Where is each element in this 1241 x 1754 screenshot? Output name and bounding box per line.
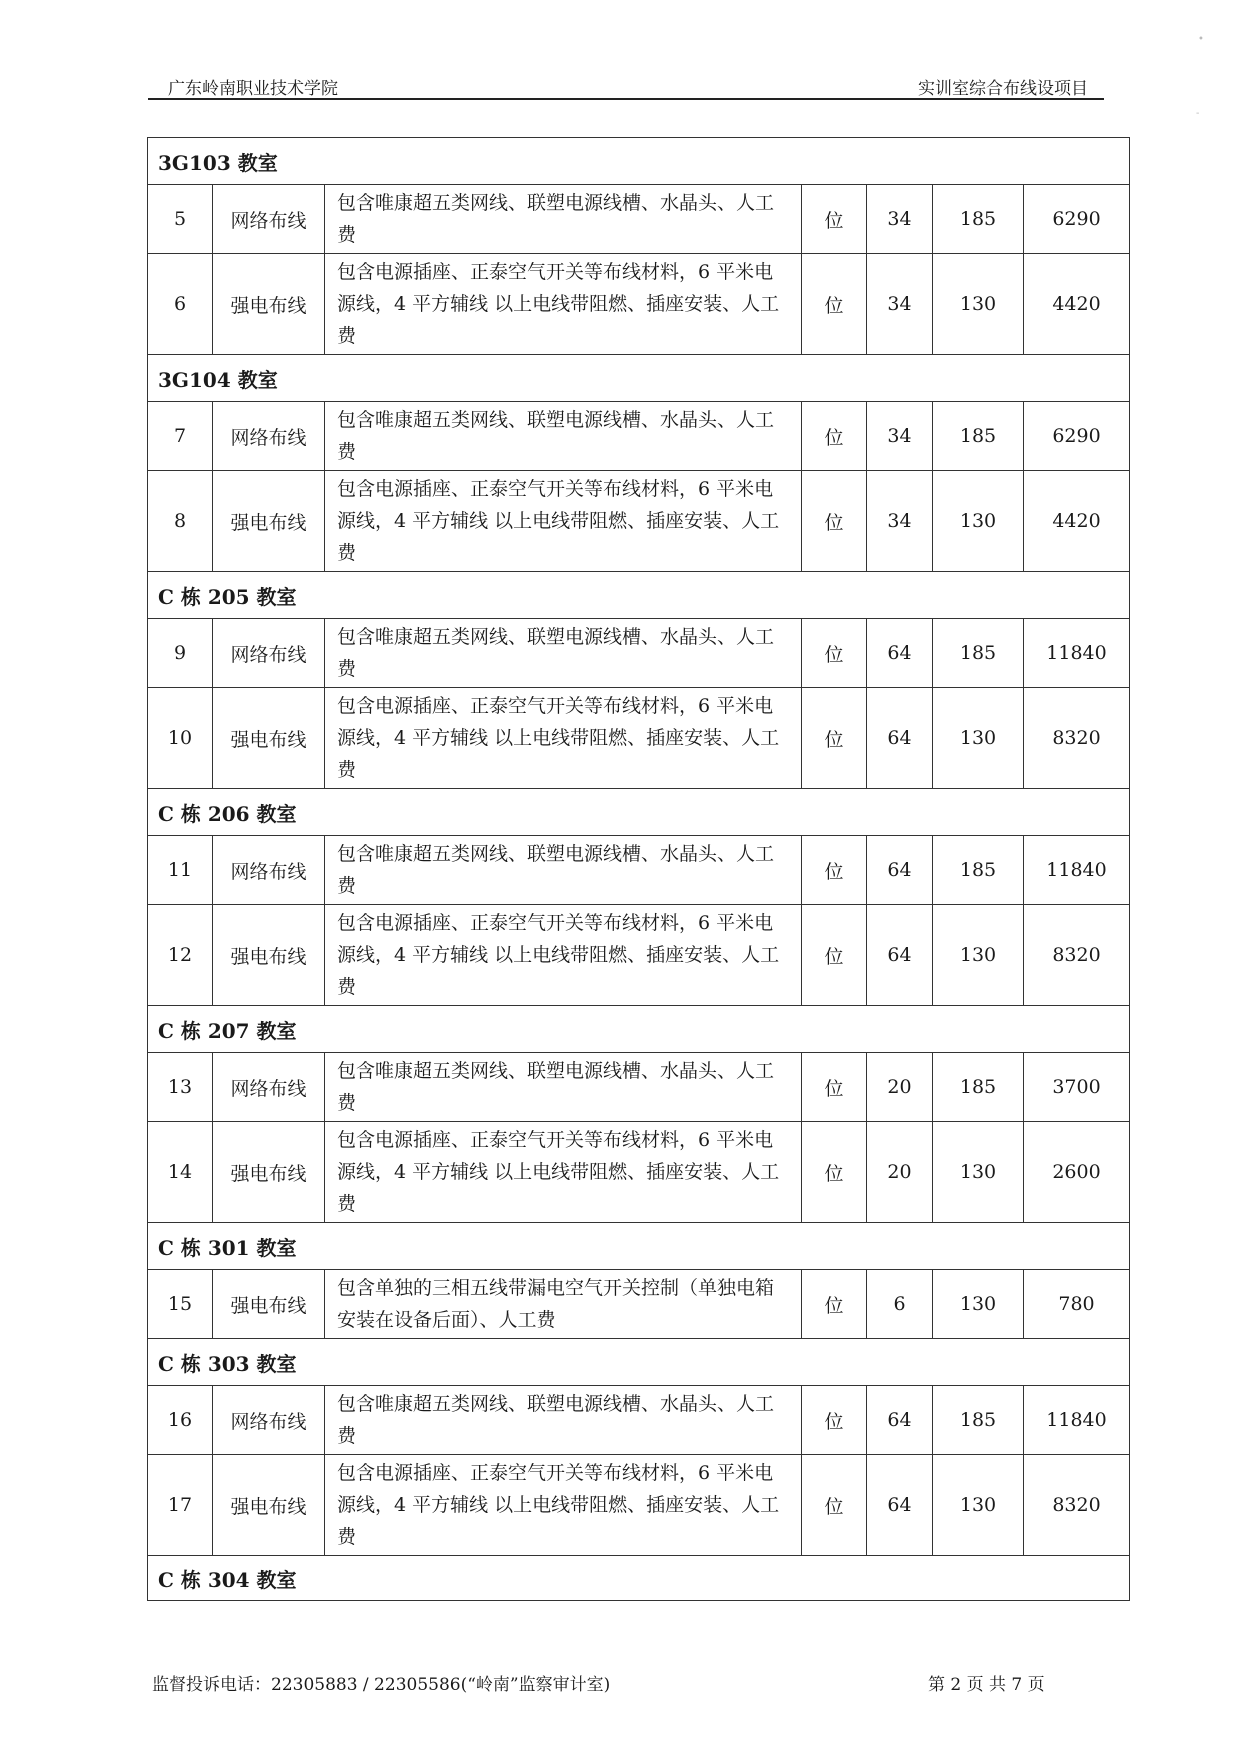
item-name: 强电布线: [213, 254, 325, 355]
item-unit-price: 130: [933, 254, 1024, 355]
item-unit: 位: [802, 185, 867, 254]
item-quantity: 64: [867, 836, 933, 905]
table-row: [148, 836, 1130, 905]
item-description: 包含唯康超五类网线、联塑电源线槽、水晶头、人工费: [325, 1053, 802, 1122]
item-number: 5: [148, 185, 213, 254]
table-row: [148, 185, 1130, 254]
item-unit: 位: [802, 471, 867, 572]
item-name: 强电布线: [213, 1270, 325, 1339]
item-number: 7: [148, 402, 213, 471]
footer-hotline: 监督投诉电话：22305883 / 22305586(“岭南”监察审计室): [152, 1675, 611, 1695]
section-title: C 栋 301 教室: [148, 1223, 1130, 1270]
item-unit: 位: [802, 1053, 867, 1122]
item-name: 网络布线: [213, 402, 325, 471]
item-name: 强电布线: [213, 688, 325, 789]
section-title: C 栋 304 教室: [148, 1556, 1130, 1601]
item-name: 强电布线: [213, 1122, 325, 1223]
table-row: [148, 1270, 1130, 1339]
table-row: [148, 1122, 1130, 1223]
item-number: 17: [148, 1455, 213, 1556]
section-row: [148, 1556, 1130, 1601]
section-row: [148, 355, 1130, 402]
item-number: 6: [148, 254, 213, 355]
item-description: 包含电源插座、正泰空气开关等布线材料，6 平米电源线，4 平方辅线 以上电线带阻燃、插座安装、人工费: [325, 254, 802, 355]
item-unit-price: 130: [933, 1455, 1024, 1556]
item-total: 780: [1024, 1270, 1130, 1339]
header-project: 实训室综合布线设项目: [918, 79, 1088, 99]
section-title: C 栋 206 教室: [148, 789, 1130, 836]
item-quantity: 64: [867, 619, 933, 688]
item-quantity: 6: [867, 1270, 933, 1339]
item-unit: 位: [802, 254, 867, 355]
item-unit: 位: [802, 1455, 867, 1556]
item-name: 强电布线: [213, 905, 325, 1006]
item-description: 包含电源插座、正泰空气开关等布线材料，6 平米电源线，4 平方辅线 以上电线带阻燃、插座安装、人工费: [325, 471, 802, 572]
item-total: 8320: [1024, 688, 1130, 789]
item-description: 包含电源插座、正泰空气开关等布线材料，6 平米电源线，4 平方辅线 以上电线带阻燃、插座安装、人工费: [325, 688, 802, 789]
item-total: 11840: [1024, 619, 1130, 688]
item-description: 包含唯康超五类网线、联塑电源线槽、水晶头、人工费: [325, 185, 802, 254]
section-title: C 栋 207 教室: [148, 1006, 1130, 1053]
item-description: 包含唯康超五类网线、联塑电源线槽、水晶头、人工费: [325, 619, 802, 688]
item-unit-price: 130: [933, 471, 1024, 572]
item-unit-price: 185: [933, 185, 1024, 254]
section-row: [148, 1006, 1130, 1053]
item-total: 3700: [1024, 1053, 1130, 1122]
item-quantity: 64: [867, 1386, 933, 1455]
item-quantity: 64: [867, 905, 933, 1006]
item-quantity: 64: [867, 1455, 933, 1556]
section-row: [148, 1339, 1130, 1386]
item-description: 包含唯康超五类网线、联塑电源线槽、水晶头、人工费: [325, 836, 802, 905]
item-description: 包含唯康超五类网线、联塑电源线槽、水晶头、人工费: [325, 402, 802, 471]
item-quantity: 34: [867, 471, 933, 572]
table-row: [148, 688, 1130, 789]
item-description: 包含单独的三相五线带漏电空气开关控制（单独电箱安装在设备后面）、人工费: [325, 1270, 802, 1339]
scan-speck: •: [1198, 34, 1204, 45]
item-description: 包含唯康超五类网线、联塑电源线槽、水晶头、人工费: [325, 1386, 802, 1455]
item-unit-price: 130: [933, 688, 1024, 789]
item-unit: 位: [802, 1270, 867, 1339]
item-unit-price: 130: [933, 905, 1024, 1006]
table-row: [148, 619, 1130, 688]
item-total: 11840: [1024, 836, 1130, 905]
item-number: 13: [148, 1053, 213, 1122]
item-total: 4420: [1024, 471, 1130, 572]
item-name: 网络布线: [213, 1386, 325, 1455]
item-quantity: 34: [867, 185, 933, 254]
item-name: 网络布线: [213, 619, 325, 688]
item-unit-price: 130: [933, 1122, 1024, 1223]
item-total: 8320: [1024, 1455, 1130, 1556]
item-quantity: 64: [867, 688, 933, 789]
table-row: [148, 905, 1130, 1006]
item-name: 网络布线: [213, 1053, 325, 1122]
section-title: C 栋 303 教室: [148, 1339, 1130, 1386]
item-number: 10: [148, 688, 213, 789]
item-number: 15: [148, 1270, 213, 1339]
section-title: 3G103 教室: [148, 138, 1130, 185]
item-total: 11840: [1024, 1386, 1130, 1455]
table-row: [148, 471, 1130, 572]
table-row: [148, 402, 1130, 471]
section-row: [148, 572, 1130, 619]
item-unit-price: 185: [933, 836, 1024, 905]
quote-table: [147, 137, 1130, 1601]
item-total: 2600: [1024, 1122, 1130, 1223]
footer-page-number: 第 2 页 共 7 页: [928, 1675, 1045, 1695]
section-title: C 栋 205 教室: [148, 572, 1130, 619]
header-institution: 广东岭南职业技术学院: [168, 79, 338, 99]
item-description: 包含电源插座、正泰空气开关等布线材料，6 平米电源线，4 平方辅线 以上电线带阻燃、插座安装、人工费: [325, 1455, 802, 1556]
item-number: 8: [148, 471, 213, 572]
item-quantity: 34: [867, 254, 933, 355]
item-unit: 位: [802, 619, 867, 688]
scan-speck: -: [1196, 108, 1200, 119]
item-unit: 位: [802, 688, 867, 789]
item-description: 包含电源插座、正泰空气开关等布线材料，6 平米电源线，4 平方辅线 以上电线带阻燃、插座安装、人工费: [325, 1122, 802, 1223]
item-total: 4420: [1024, 254, 1130, 355]
item-description: 包含电源插座、正泰空气开关等布线材料，6 平米电源线，4 平方辅线 以上电线带阻燃、插座安装、人工费: [325, 905, 802, 1006]
item-number: 16: [148, 1386, 213, 1455]
quote-table-wrapper: [147, 137, 1129, 1601]
item-unit: 位: [802, 402, 867, 471]
item-number: 14: [148, 1122, 213, 1223]
table-row: [148, 1455, 1130, 1556]
item-unit: 位: [802, 1386, 867, 1455]
item-quantity: 34: [867, 402, 933, 471]
item-name: 强电布线: [213, 471, 325, 572]
item-unit: 位: [802, 905, 867, 1006]
item-unit-price: 130: [933, 1270, 1024, 1339]
item-unit-price: 185: [933, 1053, 1024, 1122]
item-number: 9: [148, 619, 213, 688]
item-quantity: 20: [867, 1053, 933, 1122]
item-number: 11: [148, 836, 213, 905]
item-total: 8320: [1024, 905, 1130, 1006]
section-row: [148, 1223, 1130, 1270]
section-row: [148, 789, 1130, 836]
section-title: 3G104 教室: [148, 355, 1130, 402]
item-total: 6290: [1024, 402, 1130, 471]
item-unit-price: 185: [933, 1386, 1024, 1455]
table-row: [148, 254, 1130, 355]
table-row: [148, 1053, 1130, 1122]
page-header: [148, 70, 1104, 100]
item-unit: 位: [802, 836, 867, 905]
item-unit: 位: [802, 1122, 867, 1223]
table-row: [148, 1386, 1130, 1455]
item-name: 网络布线: [213, 836, 325, 905]
item-unit-price: 185: [933, 619, 1024, 688]
item-name: 强电布线: [213, 1455, 325, 1556]
item-quantity: 20: [867, 1122, 933, 1223]
section-row: [148, 138, 1130, 185]
item-total: 6290: [1024, 185, 1130, 254]
item-unit-price: 185: [933, 402, 1024, 471]
item-number: 12: [148, 905, 213, 1006]
item-name: 网络布线: [213, 185, 325, 254]
